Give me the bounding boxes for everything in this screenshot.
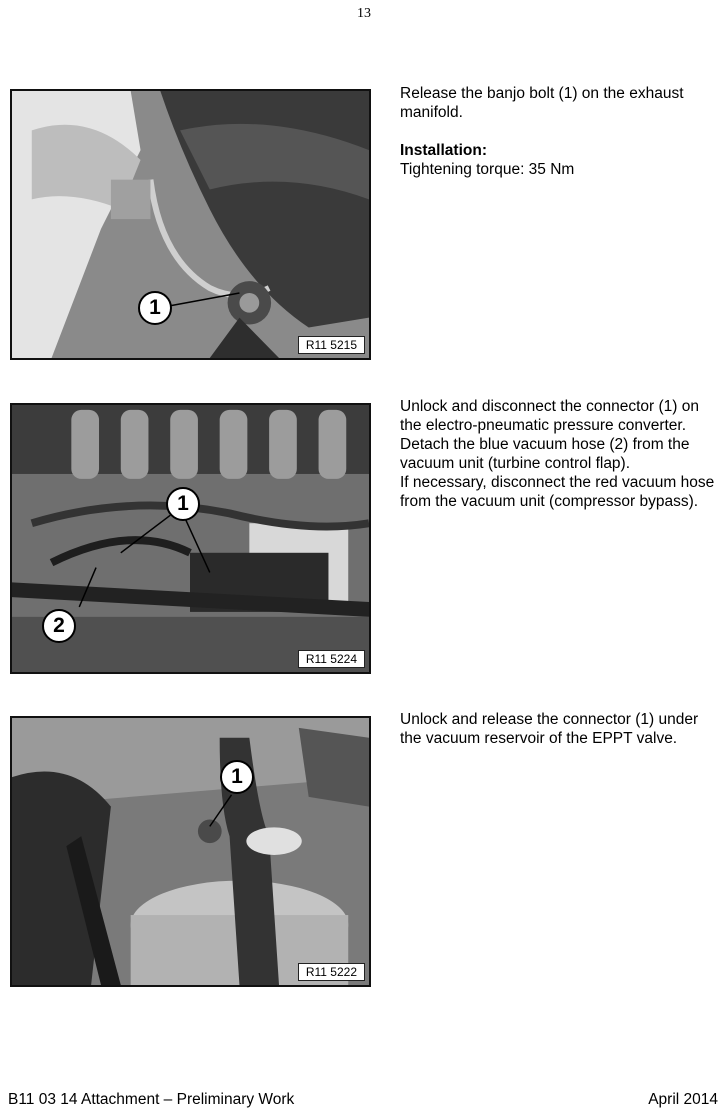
callout-1: 1 — [138, 291, 172, 325]
callout-2: 2 — [42, 609, 76, 643]
callout-1: 1 — [220, 760, 254, 794]
callout-1: 1 — [166, 487, 200, 521]
figure-reference: R11 5215 — [298, 336, 365, 354]
torque-spec: Tightening torque: 35 Nm — [400, 161, 575, 178]
instruction-text: Unlock and disconnect the connector (1) on the electro-pneumatic pressure converter. — [400, 398, 699, 434]
instruction-text: Release the banjo bolt (1) on the exhaust manifold. — [400, 85, 684, 121]
installation-heading: Installation: — [400, 142, 487, 159]
instruction-text: Detach the blue vacuum hose (2) from the vacuum unit (turbine control flap). — [400, 436, 690, 472]
step-3-text — [400, 710, 722, 748]
figure-reference: R11 5222 — [298, 963, 365, 981]
footer-date: April 2014 — [648, 1091, 718, 1108]
engine-photo-vacuum-reservoir — [10, 716, 371, 987]
engine-photo-banjo-bolt — [10, 89, 371, 360]
instruction-text: If necessary, disconnect the red vacuum hose from the vacuum unit (compressor bypass). — [400, 474, 715, 510]
page-number: 13 — [357, 6, 371, 21]
step-1-text — [400, 84, 722, 179]
step-2-text — [400, 397, 722, 511]
instruction-text: Unlock and release the connector (1) under the vacuum reservoir of the EPPT valve. — [400, 711, 699, 747]
footer-document-title: B11 03 14 Attachment – Preliminary Work — [8, 1091, 295, 1108]
figure-reference: R11 5224 — [298, 650, 365, 668]
engine-photo-pressure-converter — [10, 403, 371, 674]
